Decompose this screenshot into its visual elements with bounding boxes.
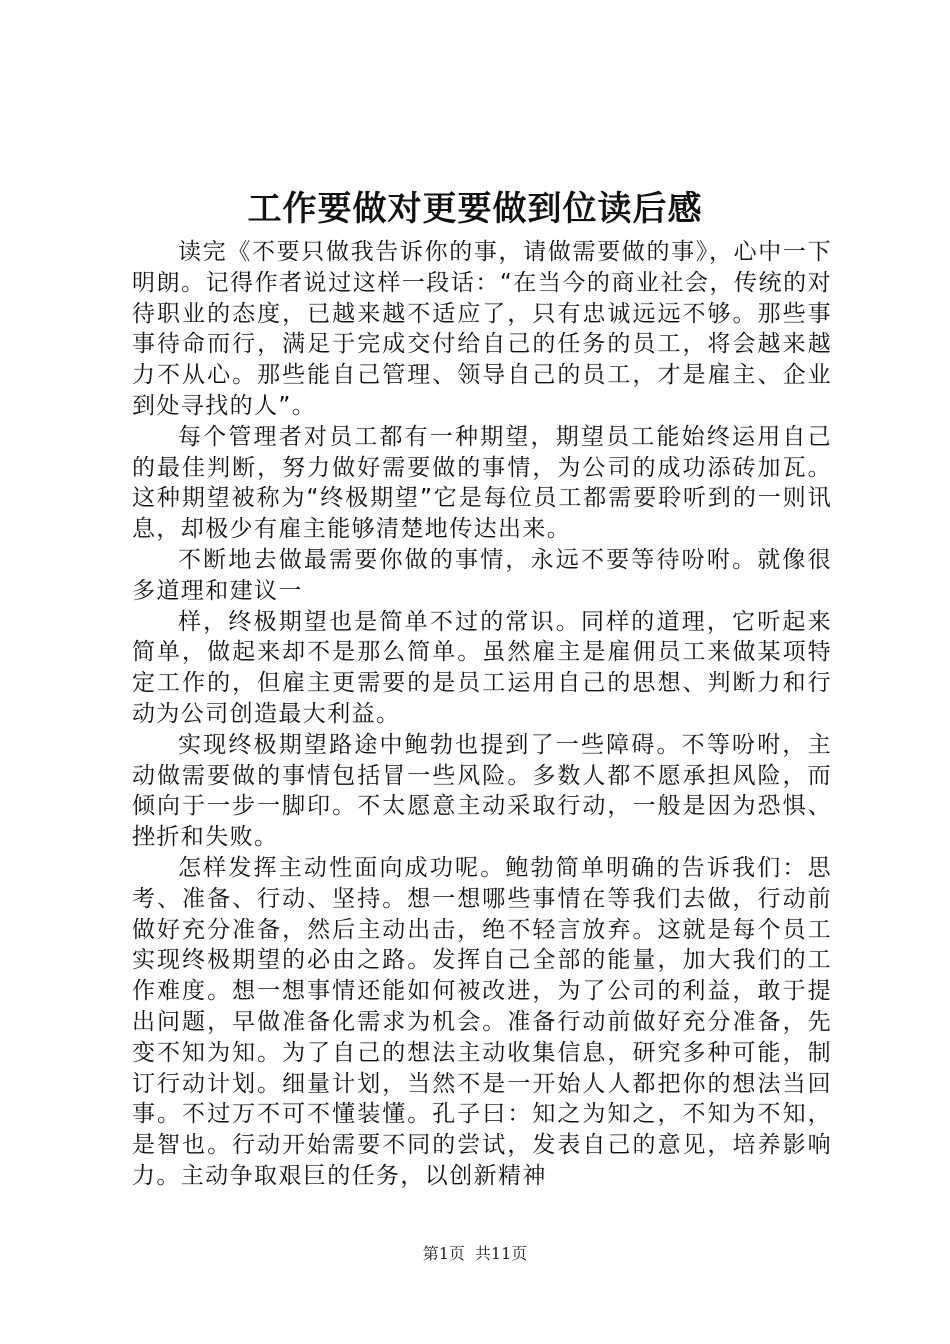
paragraph: 每个管理者对员工都有一种期望，期望员工能始终运用自己的最佳判断，努力做好需要做的事情，为公司的成功添砖加瓦。这种期望被称为“终极期望”它是每位员工都需要聆听到的一则讯息，却极少有雇主能够清楚地传达出来。: [132, 423, 832, 543]
page-footer: [0, 1243, 950, 1265]
page-total: 共11页: [474, 1244, 528, 1263]
document-body: [132, 237, 832, 1192]
paragraph: 实现终极期望路途中鲍勃也提到了一些障碍。不等吩咐，主动做需要做的事情包括冒一些风险。多数人都不愿承担风险，而倾向于一步一脚印。不太愿意主动采取行动，一般是因为恐惧、挫折和失败。: [132, 731, 832, 851]
paragraph: 不断地去做最需要你做的事情，永远不要等待吩咐。就像很多道理和建议一: [132, 546, 832, 604]
page-number: 第1页: [422, 1244, 465, 1263]
paragraph: 样，终极期望也是简单不过的常识。同样的道理，它听起来简单，做起来却不是那么简单。虽然雇主是雇佣员工来做某项特定工作的，但雇主更需要的是员工运用自己的思想、判断力和行动为公司创造最大利益。: [132, 608, 832, 727]
paragraph: 读完《不要只做我告诉你的事，请做需要做的事》，心中一下明朗。记得作者说过这样一段话：“在当今的商业社会，传统的对待职业的态度，已越来越不适应了，只有忠诚远远不够。那些事事待命而行，满足于完成交付给自己的任务的员工，将会越来越力不从心。那些能自己管理、领导自己的员工，才是雇主、企业到处寻找的人”。: [132, 239, 832, 419]
paragraph: 怎样发挥主动性面向成功呢。鲍勃简单明确的告诉我们：思考、准备、行动、坚持。想一想哪些事情在等我们去做，行动前做好充分准备，然后主动出击，绝不轻言放弃。这就是每个员工实现终极期望的必由之路。发挥自己全部的能量，加大我们的工作难度。想一想事情还能如何被改进，为了公司的利益，敢于提出问题，早做准备化需求为机会。准备行动前做好充分准备，先变不知为知。为了自己的想法主动收集信息，研究多种可能，制订行动计划。细量计划，当然不是一开始人人都把你的想法当回事。不过万不可不懂装懂。孔子曰：知之为知之，不知为不知，是智也。行动开始需要不同的尝试，发表自己的意见，培养影响力。主动争取艰巨的任务，以创新精神: [132, 854, 832, 1189]
page-title: 工作要做对更要做到位读后感: [247, 189, 703, 229]
